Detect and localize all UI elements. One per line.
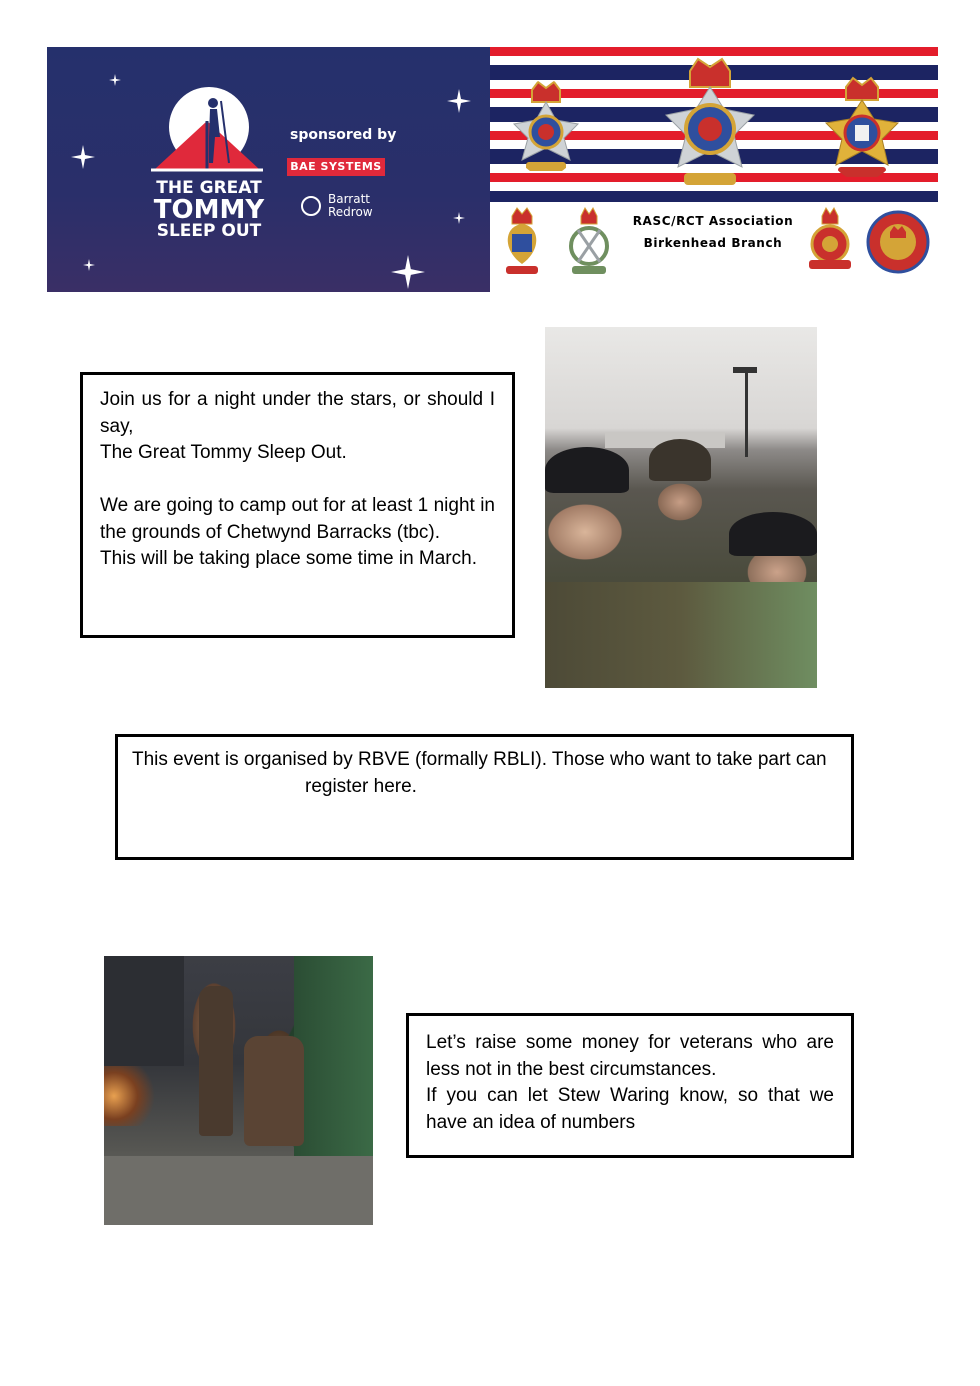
cap-2	[649, 439, 711, 481]
cap-3	[729, 512, 817, 556]
cap-1	[545, 447, 629, 493]
standing-man	[199, 986, 233, 1136]
title-line-3: SLEEP OUT	[156, 221, 262, 241]
star-icon	[391, 255, 425, 289]
army-catering-corps-badge-icon	[564, 206, 614, 280]
star-icon	[83, 259, 95, 271]
star-icon	[453, 212, 465, 224]
invitation-line-1: Join us for a night under the stars, or should I say,	[100, 389, 495, 437]
floor	[104, 1156, 373, 1225]
fundraising-text-box	[406, 1013, 854, 1158]
title-line-1: THE GREAT	[156, 178, 262, 198]
dark-wall	[104, 956, 184, 1066]
title-line-2: TOMMY	[153, 195, 265, 225]
sponsored-by-label: sponsored by	[290, 127, 397, 143]
rasc-badge-icon	[510, 80, 582, 176]
tent-soldier-logo	[147, 91, 267, 173]
veterans-group-photo	[545, 327, 817, 688]
lamp-post	[745, 367, 748, 457]
star-icon	[109, 74, 121, 86]
organiser-info: This event is organised by RBVE (formally RBLI). Those who want to take part can	[132, 749, 827, 770]
royal-army-pay-corps-badge-icon	[500, 206, 544, 280]
event-title	[149, 180, 269, 240]
rlc-badge-icon	[822, 75, 902, 181]
invitation-line-2: The Great Tommy Sleep Out.	[100, 442, 347, 463]
lantern-glow	[104, 1066, 164, 1126]
barratt-line: Barratt	[328, 192, 371, 206]
camp-details: We are going to camp out for at least 1 night in the grounds of Chetwynd Barracks (tbc).	[100, 495, 495, 543]
camping-night-photo	[104, 956, 373, 1225]
star-icon	[71, 145, 95, 169]
bae-systems-logo: BAE SYSTEMS	[287, 158, 385, 176]
ordnance-corps-badge-icon	[803, 206, 857, 272]
seated-man	[244, 1036, 304, 1146]
organiser-text-box	[115, 734, 854, 860]
rct-badge-icon	[660, 55, 760, 195]
invitation-text-box	[80, 372, 515, 638]
jackets	[545, 582, 817, 688]
great-tommy-sleep-out-banner	[47, 47, 490, 292]
date-details: This will be taking place some time in March.	[100, 548, 477, 569]
association-line-2: Birkenhead Branch	[643, 236, 783, 250]
redrow-line: Redrow	[328, 205, 373, 219]
register-link[interactable]: register here.	[305, 775, 417, 797]
association-line-1: RASC/RCT Association	[632, 214, 794, 228]
regimental-flag-banner	[490, 47, 938, 202]
star-icon	[447, 89, 471, 113]
fundraising-info: Let’s raise some money for veterans who are less not in the best circumstances.	[426, 1032, 834, 1080]
barratt-redrow-logo	[328, 193, 373, 219]
lamp-head	[733, 367, 757, 373]
barratt-redrow-icon	[301, 196, 321, 216]
contact-info: If you can let Stew Waring know, so that we have an idea of numbers	[426, 1085, 834, 1133]
association-name	[613, 210, 813, 254]
postal-and-courier-badge-icon	[866, 210, 930, 274]
